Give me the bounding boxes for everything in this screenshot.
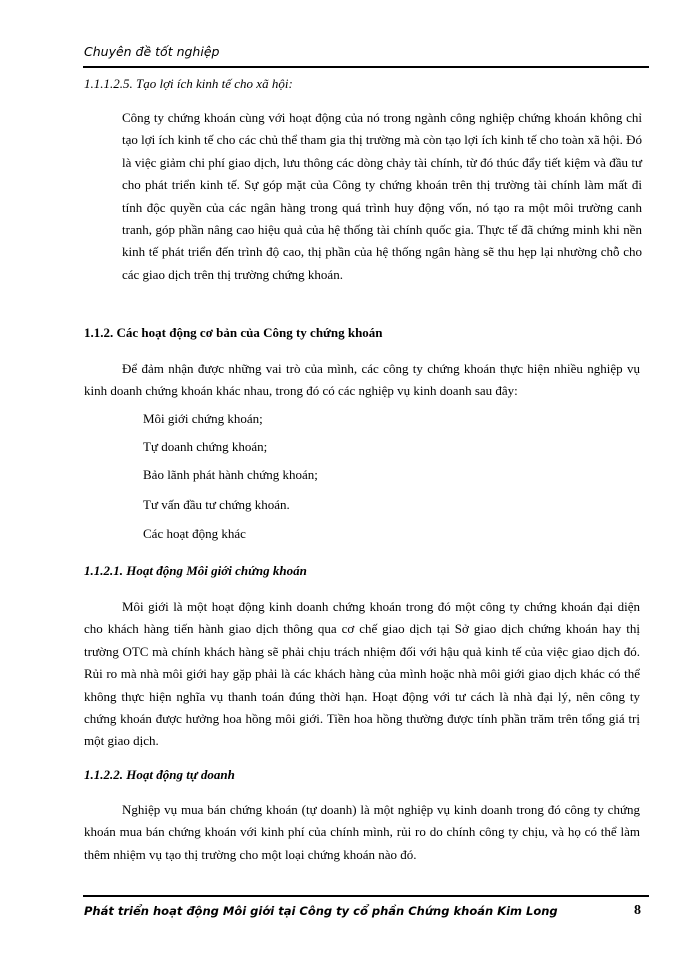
section-heading-1-1-2-1: 1.1.2.1. Hoạt động Môi giới chứng khoán (84, 563, 307, 578)
header-rule (83, 66, 649, 68)
section-heading-1-1-2: 1.1.2. Các hoạt động cơ bản của Công ty chứng khoán (84, 325, 383, 340)
page-number: 8 (634, 903, 641, 918)
paragraph-proprietary-trading: Nghiệp vụ mua bán chứng khoán (tự doanh) là một nghiệp vụ kinh doanh trong đó công ty chứng khoán mua bán chứng khoán với kinh phí của chính mình, rủi ro do chính công ty chịu, và họ có thể làm thêm nhiệm vụ tạo thị trường cho một loại chứng khoán nào đó. (84, 802, 640, 862)
list-item: Tự doanh chứng khoán; (143, 439, 268, 454)
list-item: Các hoạt động khác (143, 526, 246, 541)
paragraph-activities-intro: Để đảm nhận được những vai trò của mình, các công ty chứng khoán thực hiện nhiều nghiệp vụ kinh doanh chứng khoán khác nhau, trong đó có các nghiệp vụ kinh doanh sau đây: (84, 361, 640, 399)
list-item: Tư vấn đầu tư chứng khoán. (143, 497, 290, 512)
footer-rule (83, 895, 649, 897)
section-heading-1-1-2-2: 1.1.2.2. Hoạt động tự doanh (84, 767, 235, 782)
paragraph-brokerage: Môi giới là một hoạt động kinh doanh chứng khoán trong đó một công ty chứng khoán đại diện cho khách hàng tiến hành giao dịch thông qua cơ chế giao dịch tại Sở giao dịch chứng khoán hay thị trường OTC mà chính khách hàng sẽ phải chịu trách nhiệm đối với hậu quả kinh tế của việc giao dịch đó. Rủi ro mà nhà môi giới hay gặp phải là các khách hàng của mình hoặc nhà môi giới giao dịch khác có thể không thực hiện nghĩa vụ thanh toán đúng thời hạn. Hoạt động với tư cách là nhà đại lý, nên công ty chứng khoán được hưởng hoa hồng môi giới. Tiền hoa hồng thường được tính phần trăm trên tổng giá trị một giao dịch. (84, 599, 640, 749)
section-heading-1-1-1-2-5: 1.1.1.2.5. Tạo lợi ích kinh tế cho xã hội: (84, 76, 293, 91)
page-header-title: Chuyên đề tốt nghiệp (84, 44, 220, 59)
list-item: Môi giới chứng khoán; (143, 411, 263, 426)
list-item: Bảo lãnh phát hành chứng khoán; (143, 467, 318, 482)
footer-title: Phát triển hoạt động Môi giới tại Công ty cổ phần Chứng khoán Kim Long (84, 904, 558, 918)
paragraph-social-benefit: Công ty chứng khoán cùng với hoạt động của nó trong ngành công nghiệp chứng khoán không chỉ tạo lợi ích kinh tế cho các chủ thể tham gia thị trường mà còn tạo lợi ích kinh tế cho toàn xã hội. Đó là việc giảm chi phí giao dịch, lưu thông các dòng chảy tài chính, từ đó thúc đẩy tiết kiệm và đầu tư cho phát triển kinh tế. Sự góp mặt của Công ty chứng khoán trên thị trường tài chính làm mất đi tính độc quyền của các ngân hàng trong quá trình huy động vốn, nó tạo ra một môi trường canh tranh, góp phần nâng cao hiệu quả của hệ thống tài chính quốc gia. Thực tế đã chứng minh khi nền kinh tế phát triển đến trình độ cao, thị phần của hệ thống ngân hàng sẽ thu hẹp lại nhường chỗ cho các giao dịch trên thị trường chứng khoán. (122, 110, 642, 282)
